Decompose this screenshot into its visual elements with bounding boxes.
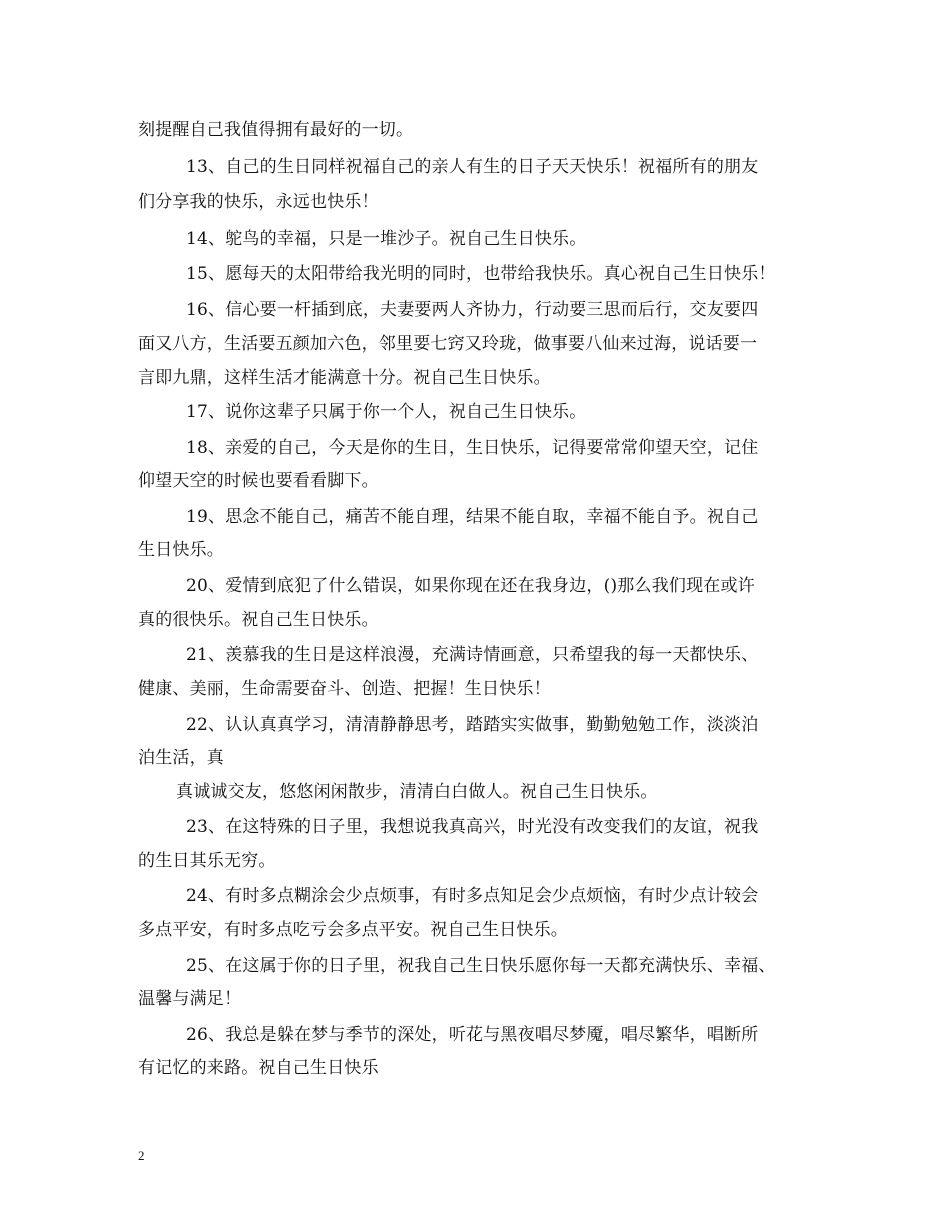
text-line-2: 13、自己的生日同样祝福自己的亲人有生的日子天天快乐！祝福所有的朋友 <box>186 157 759 177</box>
text-line-7: 面又八方，生活要五颜加六色，邻里要七窍又玲珑，做事要八仙来过海，说话要一 <box>138 334 758 354</box>
text-line-1: 刻提醒自己我值得拥有最好的一切。 <box>138 120 414 140</box>
text-line-14: 20、爱情到底犯了什么错误，如果你现在还在我身边，()那么我们现在或许 <box>186 576 755 596</box>
text-line-23: 24、有时多点糊涂会少点烦事，有时多点知足会少点烦恼，有时少点计较会 <box>186 886 759 906</box>
page-number: 2 <box>138 1148 145 1163</box>
text-line-17: 健康、美丽，生命需要奋斗、创造、把握！生日快乐！ <box>138 679 551 699</box>
text-line-18: 22、认认真真学习，清清静静思考，踏踏实实做事，勤勤勉勉工作，淡淡泊 <box>186 715 759 735</box>
text-line-27: 26、我总是躲在梦与季节的深处，听花与黑夜唱尽梦魇，唱尽繁华，唱断所 <box>186 1025 759 1045</box>
text-line-20: 真诚诚交友，悠悠闲闲散步，清清白白做人。祝自己生日快乐。 <box>176 782 658 802</box>
text-line-16: 21、羡慕我的生日是这样浪漫，充满诗情画意，只希望我的每一天都快乐、 <box>186 645 759 665</box>
text-line-15: 真的很快乐。祝自己生日快乐。 <box>138 610 379 630</box>
text-line-6: 16、信心要一杆插到底，夫妻要两人齐协力，行动要三思而后行，交友要四 <box>186 300 759 320</box>
text-line-9: 17、说你这辈子只属于你一个人，祝自己生日快乐。 <box>186 402 587 422</box>
text-line-26: 温馨与满足！ <box>138 989 242 1009</box>
text-line-22: 的生日其乐无穷。 <box>138 851 276 871</box>
text-line-5: 15、愿每天的太阳带给我光明的同时，也带给我快乐。真心祝自己生日快乐！ <box>186 264 776 284</box>
text-line-24: 多点平安，有时多点吃亏会多点平安。祝自己生日快乐。 <box>138 920 568 940</box>
text-line-8: 言即九鼎，这样生活才能满意十分。祝自己生日快乐。 <box>138 368 551 388</box>
text-line-10: 18、亲爱的自己，今天是你的生日，生日快乐，记得要常常仰望天空，记住 <box>186 438 759 458</box>
text-line-28: 有记忆的来路。祝自己生日快乐 <box>138 1058 379 1078</box>
text-line-4: 14、鸵鸟的幸福，只是一堆沙子。祝自己生日快乐。 <box>186 229 587 249</box>
text-line-19: 泊生活，真 <box>138 748 224 768</box>
text-line-12: 19、思念不能自己，痛苦不能自理，结果不能自取，幸福不能自予。祝自己 <box>186 507 759 527</box>
text-line-13: 生日快乐。 <box>138 540 224 560</box>
text-line-3: 们分享我的快乐，永远也快乐！ <box>138 192 379 212</box>
text-line-21: 23、在这特殊的日子里，我想说我真高兴，时光没有改变我们的友谊，祝我 <box>186 817 759 837</box>
text-line-11: 仰望天空的时候也要看看脚下。 <box>138 471 379 491</box>
text-line-25: 25、在这属于你的日子里，祝我自己生日快乐愿你每一天都充满快乐、幸福、 <box>186 956 776 976</box>
